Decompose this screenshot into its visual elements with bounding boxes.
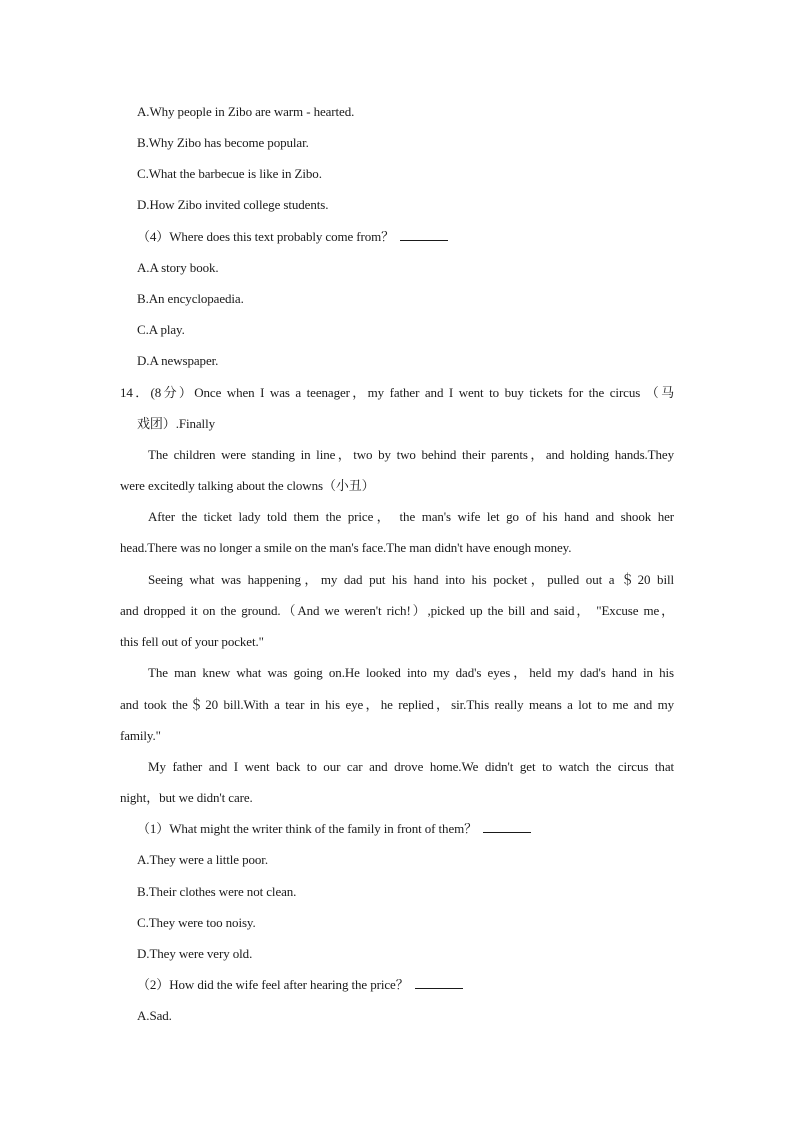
q14-p3-line2: and dropped it on the ground.（And we weren't rich!）,picked up the bill and said， "Excuse me， [120, 603, 674, 618]
q14-p4-line2: and took the＄20 bill.With a tear in his eye，he replied，sir.This really means a lot to me and my [120, 697, 674, 712]
q14-heading-line1: 14．(8分）Once when I was a teenager，my father and I went to buy tickets for the circus （马 [120, 385, 674, 400]
question-text: （1）What might the writer think of the family in front of them？ [137, 821, 478, 836]
q14-sub1-option-d: D.They were very old. [137, 946, 253, 961]
q13-option-b: B.Why Zibo has become popular. [137, 135, 309, 150]
q14-p5-line1: My father and I went back to our car and drove home.We didn't get to watch the circus that [148, 759, 674, 774]
q14-p4-line1: The man knew what was going on.He looked into my dad's eyes，held my dad's hand in his [148, 665, 674, 680]
q14-p4-line3: family." [120, 728, 161, 743]
q14-sub2-option-a: A.Sad. [137, 1008, 172, 1023]
q14-sub1-option-a: A.They were a little poor. [137, 852, 268, 867]
q13-option-d: D.How Zibo invited college students. [137, 197, 329, 212]
q14-sub1-option-c: C.They were too noisy. [137, 915, 256, 930]
answer-blank [400, 229, 448, 241]
q13-sub4-question [137, 229, 448, 245]
answer-blank [483, 821, 531, 833]
q14-sub1-option-b: B.Their clothes were not clean. [137, 884, 297, 899]
q14-sub2-question [137, 977, 463, 993]
q13-sub4-option-b: B.An encyclopaedia. [137, 291, 244, 306]
answer-blank [415, 977, 463, 989]
q13-option-a: A.Why people in Zibo are warm - hearted. [137, 104, 355, 119]
question-text: （4）Where does this text probably come from？ [137, 229, 395, 244]
q14-p1-line2: were excitedly talking about the clowns（小丑） [120, 478, 375, 493]
q14-p2-line1: After the ticket lady told them the price， the man's wife let go of his hand and shook her [148, 509, 674, 524]
q14-p5-line2: night，but we didn't care. [120, 790, 253, 805]
question-text: （2）How did the wife feel after hearing the price？ [137, 977, 409, 992]
q14-heading-line2: 戏团）.Finally [137, 416, 215, 431]
q14-p1-line1: The children were standing in line，two by two behind their parents，and holding hands.They [148, 447, 674, 462]
q13-option-c: C.What the barbecue is like in Zibo. [137, 166, 322, 181]
q14-p3-line1: Seeing what was happening，my dad put his hand into his pocket，pulled out a ＄20 bill [148, 572, 674, 587]
q14-p2-line2: head.There was no longer a smile on the man's face.The man didn't have enough money. [120, 540, 572, 555]
q13-sub4-option-d: D.A newspaper. [137, 353, 219, 368]
q13-sub4-option-a: A.A story book. [137, 260, 219, 275]
q13-sub4-option-c: C.A play. [137, 322, 185, 337]
q14-p3-line3: this fell out of your pocket." [120, 634, 264, 649]
q14-sub1-question [137, 821, 531, 837]
